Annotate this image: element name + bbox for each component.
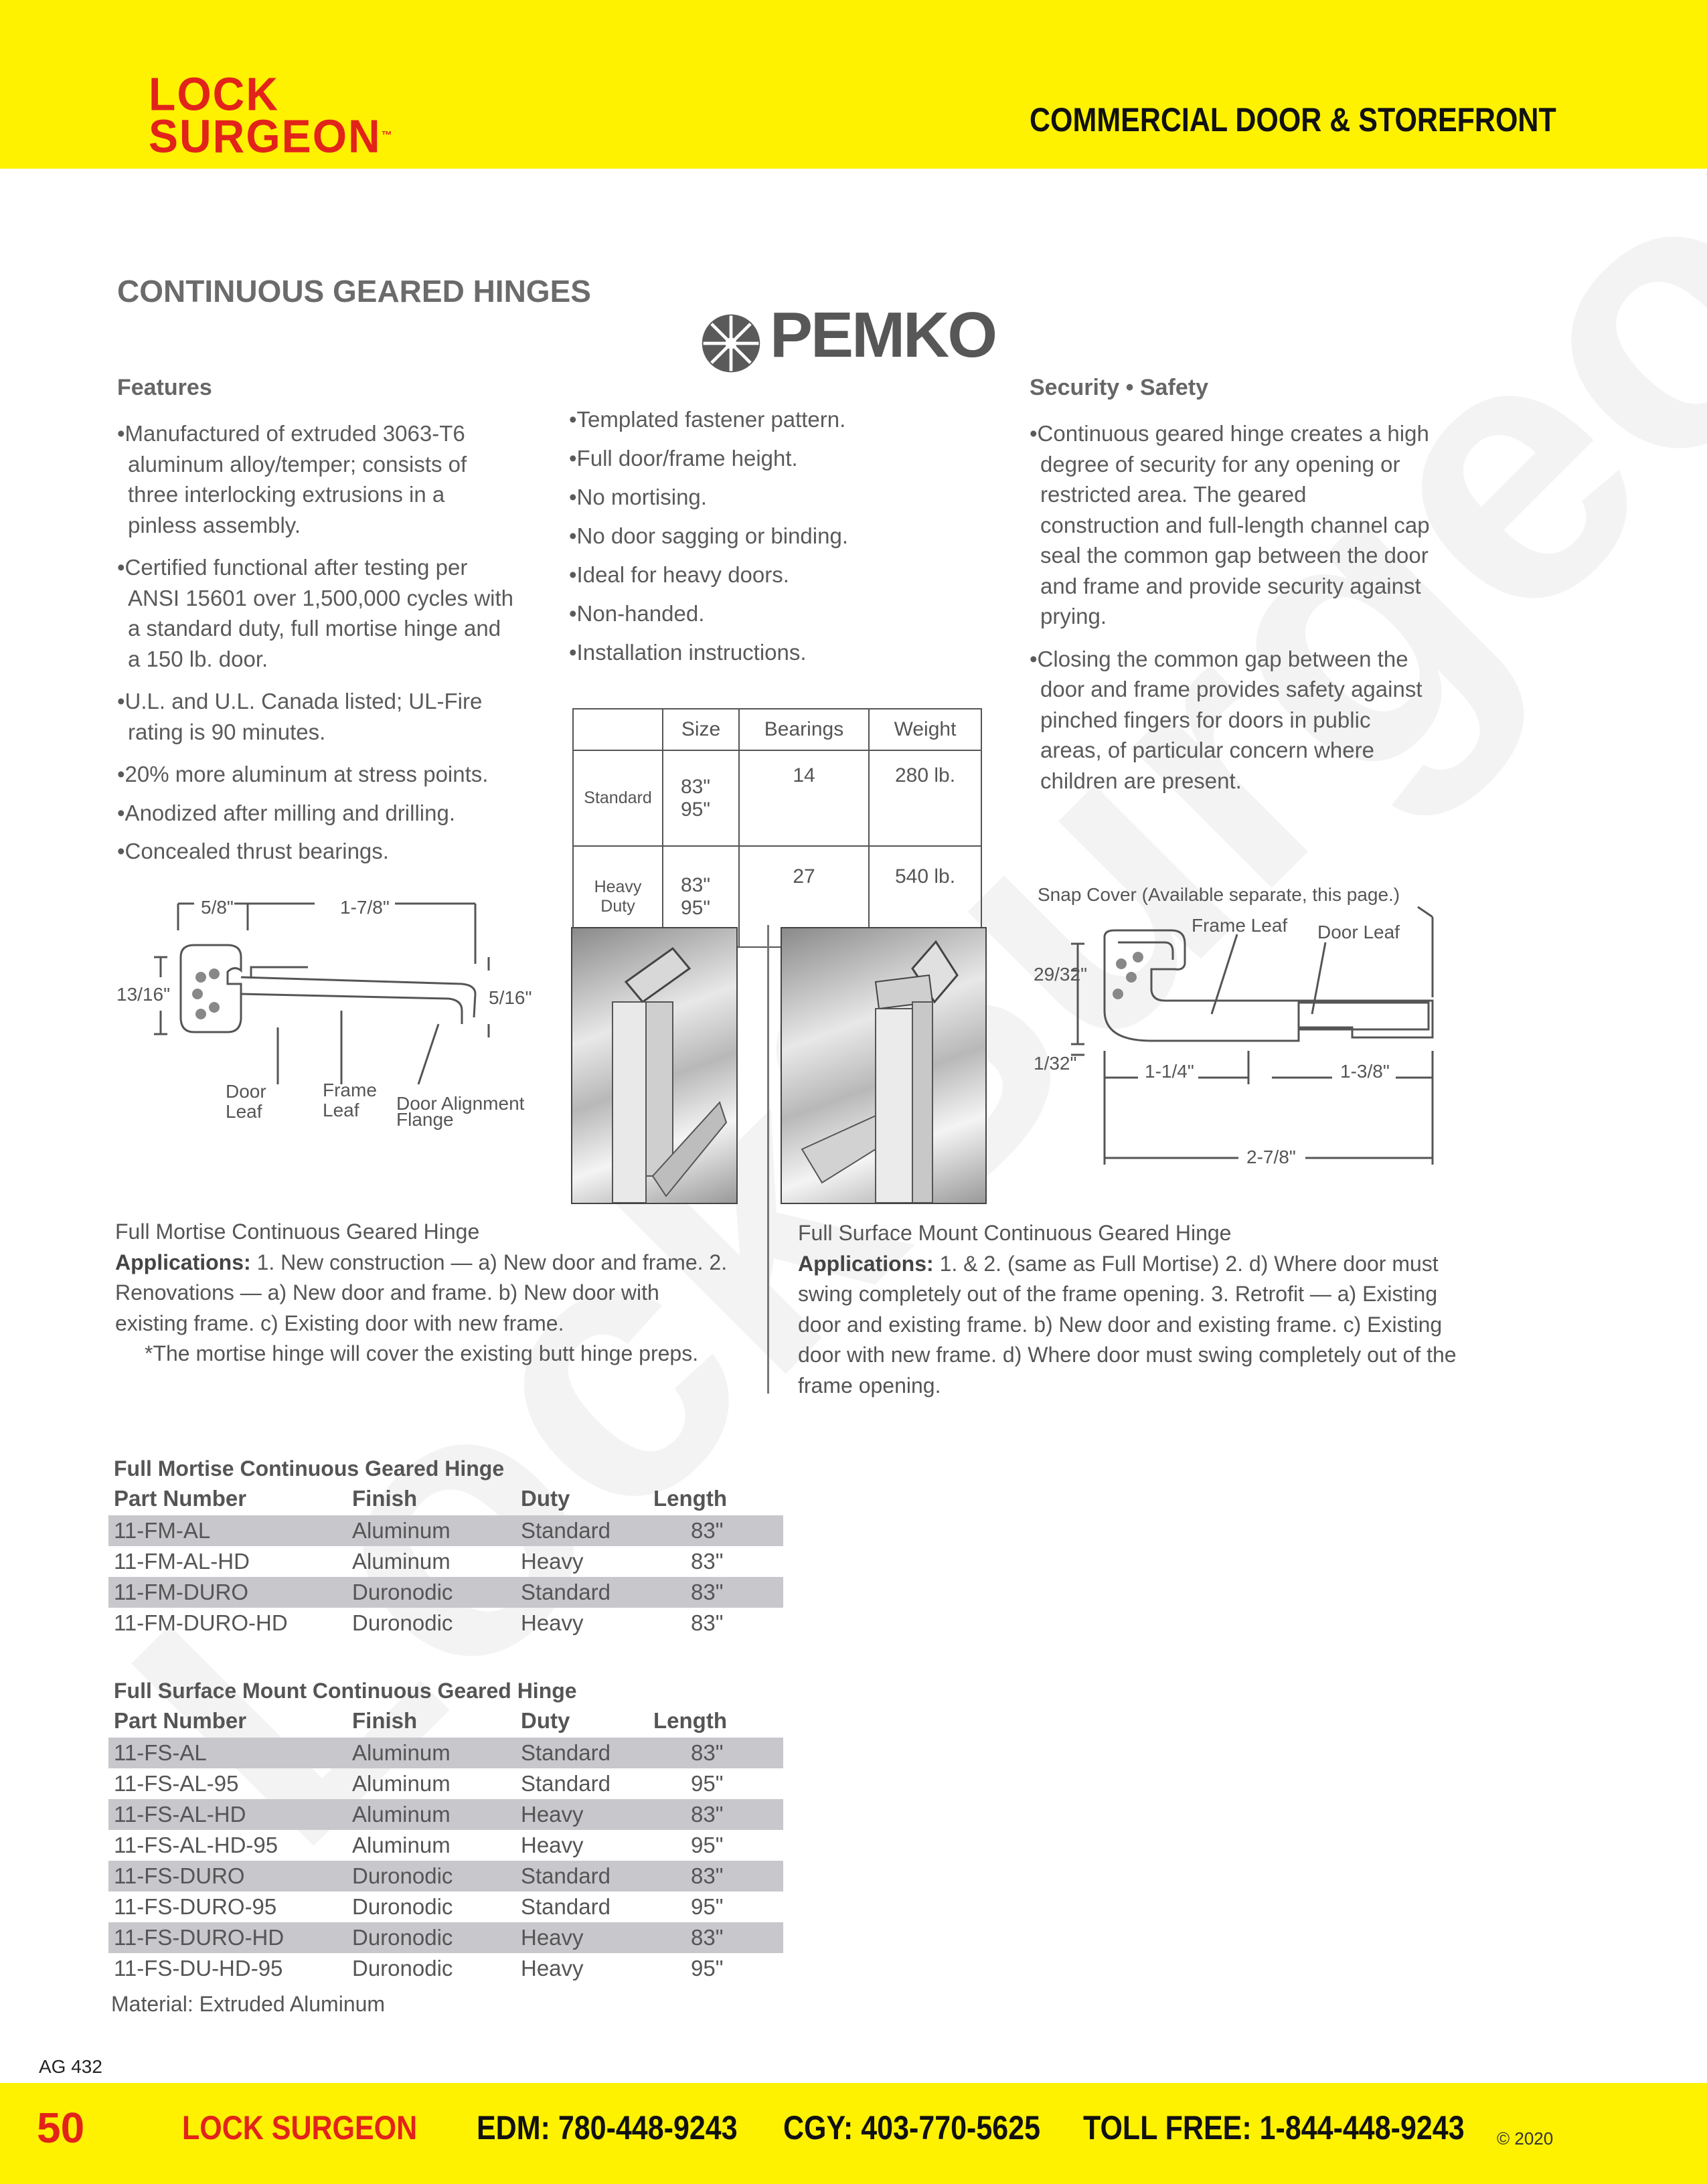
fs-parts-table: Part Number Finish Duty Length 11-FS-AL Aluminum Standard 83" 11-FS-AL-95 Aluminum Standard 95" 11-FS-AL-HD Aluminum Heavy 83" 11-FS-AL-HD-95 Aluminum Heavy 95" 11-FS-DURO Duronodic Standard 83" 11-FS-DURO-95 Duronodic Standard 95" 11-FS-DURO-HD Duronodic Heavy 83" 11-FS-DU-HD-95 Duronodic Heavy 95" bbox=[108, 1704, 783, 1984]
security-item: •Continuous geared hinge creates a high degree of security for any opening or restricted area. The geared construction and full-length channel cap seal the common gap between the door and frame and provide security against prying. bbox=[1030, 421, 1430, 628]
caption-full-mortise: Full Mortise Continuous Geared Hinge Applications: 1. New construction — a) New door and frame. 2. Renovations — a) New door and frame. b) New door with existing frame. c) Existing door with new frame. *The mortise hinge will cover the existing butt hinge preps. bbox=[115, 1220, 728, 1365]
table-row: 11-FS-AL-95 Aluminum Standard 95" bbox=[114, 1771, 724, 1796]
divider-line bbox=[767, 925, 769, 1394]
diagram-label: Leaf bbox=[323, 1100, 359, 1120]
hinge-illustration bbox=[782, 928, 985, 1203]
feature-item: •Concealed thrust bearings. bbox=[117, 839, 389, 863]
footer-cgy-phone: CGY: 403-770-5625 bbox=[783, 2109, 1041, 2147]
feature-item: •Full door/frame height. bbox=[569, 446, 798, 471]
caption-full-surface: Full Surface Mount Continuous Geared Hinge Applications: 1. & 2. (same as Full Mortise) 2. d) Where door must swing completely out of the frame opening. 3. Retrofit — a) Existing door and existing frame. b) New door and existing frame. c) Existing door with new frame. d) Where door must swing completely out of the frame opening. bbox=[798, 1221, 1457, 1398]
table-row: 11-FS-DURO Duronodic Standard 83" bbox=[108, 1861, 783, 1892]
security-item: •Closing the common gap between the door and frame provides safety against pinched fingers for doors in public areas, of particular concern where children are present. bbox=[1030, 646, 1422, 793]
security-list bbox=[1030, 418, 1431, 808]
spec-header: Bearings bbox=[739, 709, 869, 750]
dim-label: 29/32" bbox=[1034, 964, 1088, 985]
feature-item: •No door sagging or binding. bbox=[569, 523, 848, 548]
table-row: 11-FM-DURO Duronodic Standard 83" bbox=[108, 1577, 783, 1608]
table-row: 11-FS-AL-HD Aluminum Heavy 83" bbox=[108, 1799, 783, 1830]
table-row: 11-FM-DURO-HD Duronodic Heavy 83" bbox=[114, 1610, 724, 1635]
surface-mount-hinge-photo bbox=[781, 927, 987, 1204]
page-title: CONTINUOUS GEARED HINGES bbox=[117, 274, 591, 309]
dim-label: 5/8" bbox=[201, 897, 234, 918]
spec-table bbox=[572, 708, 982, 948]
diagram-label: Door Leaf bbox=[1317, 922, 1400, 942]
diagram-label: Leaf bbox=[226, 1101, 262, 1122]
material-note: Material: Extruded Aluminum bbox=[111, 1992, 386, 2016]
feature-item: •Ideal for heavy doors. bbox=[569, 562, 789, 587]
feature-item: •Non-handed. bbox=[569, 601, 705, 626]
diagram-label: Frame bbox=[323, 1080, 377, 1100]
mortise-hinge-profile-diagram bbox=[114, 884, 549, 1138]
features-list bbox=[117, 418, 519, 879]
spec-header: Weight bbox=[869, 709, 981, 750]
spec-header: Size bbox=[663, 709, 739, 750]
fm-table-title: Full Mortise Continuous Geared Hinge bbox=[114, 1456, 505, 1481]
page-number: 50 bbox=[37, 2104, 85, 2152]
feature-item: •No mortising. bbox=[569, 485, 707, 509]
feature-item: •20% more aluminum at stress points. bbox=[117, 762, 489, 786]
diagram-label: Snap Cover (Available separate, this page.) bbox=[1038, 884, 1400, 905]
copyright: © 2020 bbox=[1497, 2128, 1554, 2149]
dim-label: 1-7/8" bbox=[340, 897, 390, 918]
spec-row-standard: Standard 83" 95" 14 280 lb. bbox=[573, 750, 981, 846]
features-heading: Features bbox=[117, 375, 212, 400]
dim-label: 1-1/4" bbox=[1145, 1061, 1194, 1082]
feature-item: •Anodized after milling and drilling. bbox=[117, 800, 455, 825]
hinge-illustration bbox=[572, 928, 736, 1203]
feature-item: •Installation instructions. bbox=[569, 640, 807, 665]
spec-row-heavy: Heavy Duty 83" 95" 27 540 lb. bbox=[573, 846, 981, 947]
fm-parts-table: Part Number Finish Duty Length 11-FM-AL Aluminum Standard 83" 11-FM-AL-HD Aluminum Heavy 83" 11-FM-DURO Duronodic Standard 83" 11-FM-DURO-HD Duronodic Heavy 83" bbox=[108, 1482, 783, 1639]
diagram-label: Frame Leaf bbox=[1192, 915, 1288, 936]
pemko-logo-icon bbox=[700, 312, 762, 375]
mortise-hinge-photo bbox=[571, 927, 738, 1204]
lock-surgeon-logo: LOCK SURGEON™ bbox=[149, 68, 394, 163]
feature-item: •Manufactured of extruded 3063-T6 aluminum alloy/temper; consists of three interlocking extrusions in a pinless assembly. bbox=[117, 421, 467, 537]
table-row: 11-FS-AL-HD-95 Aluminum Heavy 95" bbox=[114, 1833, 724, 1857]
dim-label: 1/32" bbox=[1034, 1053, 1077, 1074]
table-row: 11-FM-AL Aluminum Standard 83" bbox=[108, 1515, 783, 1546]
dim-label: 13/16" bbox=[116, 984, 171, 1005]
mid-features-list bbox=[569, 400, 944, 672]
catalog-code: AG 432 bbox=[39, 2056, 102, 2077]
table-row: 11-FS-AL Aluminum Standard 83" bbox=[108, 1738, 783, 1768]
table-row: 11-FS-DURO-HD Duronodic Heavy 83" bbox=[108, 1922, 783, 1953]
table-row: 11-FM-AL-HD Aluminum Heavy 83" bbox=[114, 1549, 724, 1574]
pemko-brand: PEMKO bbox=[770, 299, 996, 371]
diagram-label: Door Alignment bbox=[396, 1093, 525, 1114]
fs-table-title: Full Surface Mount Continuous Geared Hinge bbox=[114, 1679, 577, 1703]
section-title: COMMERCIAL DOOR & STOREFRONT bbox=[1030, 101, 1556, 139]
security-heading: Security • Safety bbox=[1030, 375, 1209, 400]
dim-label: 5/16" bbox=[489, 987, 532, 1008]
surface-hinge-profile-diagram bbox=[1031, 877, 1459, 1171]
footer-tollfree-phone: TOLL FREE: 1-844-448-9243 bbox=[1083, 2109, 1465, 2147]
table-row: 11-FS-DURO-95 Duronodic Standard 95" bbox=[114, 1894, 724, 1919]
table-row: 11-FS-DU-HD-95 Duronodic Heavy 95" bbox=[114, 1956, 724, 1981]
diagram-label: Door bbox=[226, 1081, 266, 1102]
dim-label: 1-3/8" bbox=[1340, 1061, 1390, 1082]
diagram-label: Flange bbox=[396, 1109, 454, 1130]
footer-brand: LOCK SURGEON bbox=[182, 2109, 418, 2147]
feature-item: •U.L. and U.L. Canada listed; UL-Fire rating is 90 minutes. bbox=[117, 689, 483, 744]
footer-edm-phone: EDM: 780-448-9243 bbox=[477, 2109, 738, 2147]
feature-item: •Templated fastener pattern. bbox=[569, 407, 846, 432]
dim-label: 2-7/8" bbox=[1246, 1147, 1296, 1167]
feature-item: •Certified functional after testing per ANSI 15601 over 1,500,000 cycles with a standard duty, full mortise hinge and a 150 lb. door. bbox=[117, 555, 514, 671]
spec-header bbox=[573, 709, 663, 750]
